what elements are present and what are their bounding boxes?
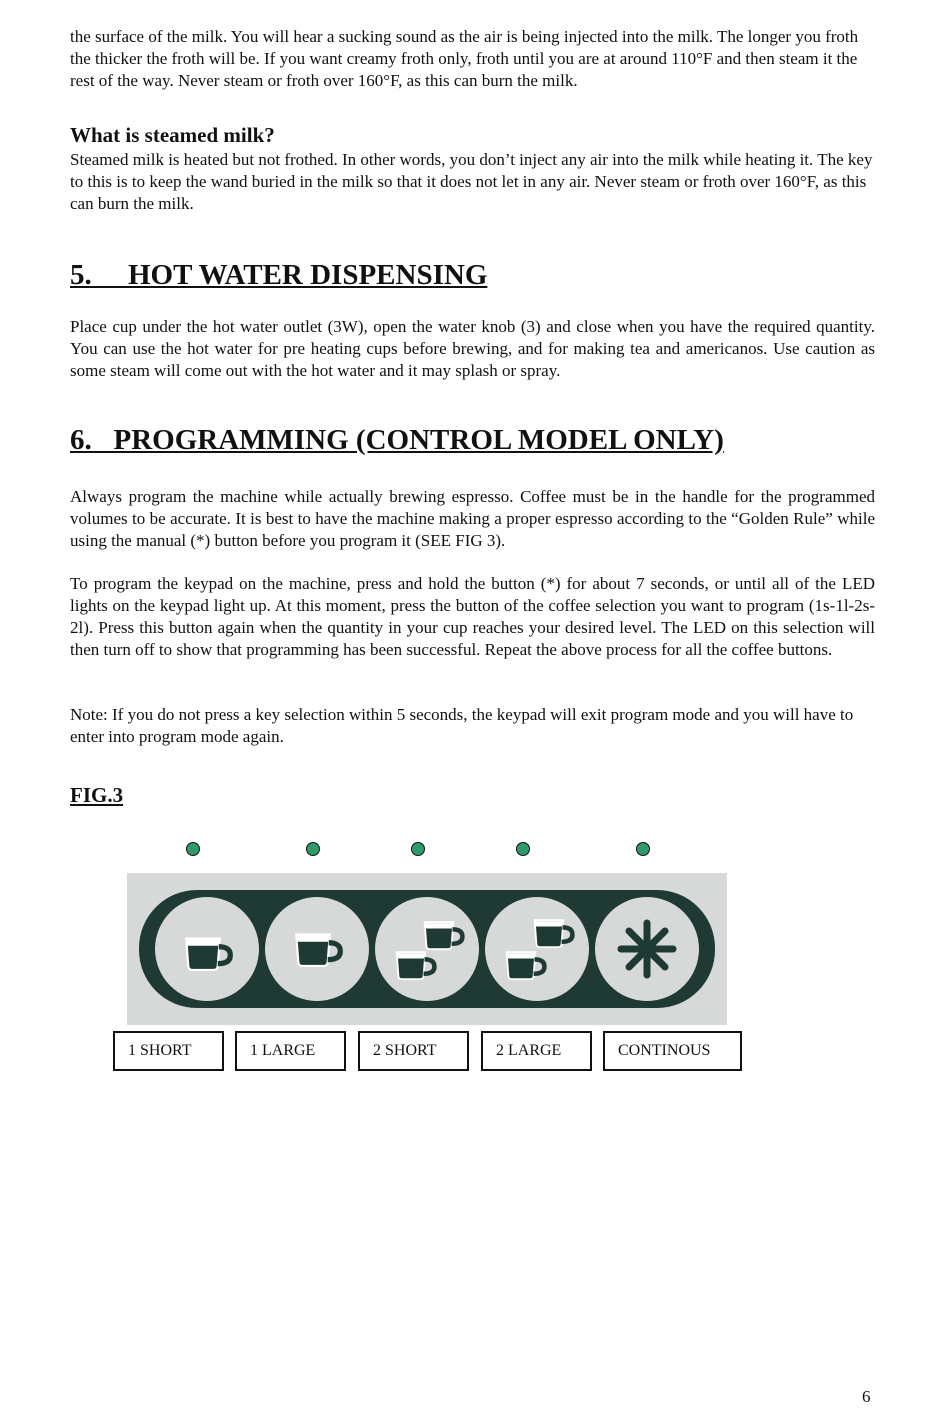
keypad-graphic — [127, 873, 727, 1025]
section-5-heading: 5. HOT WATER DISPENSING — [70, 259, 488, 291]
led-indicator — [636, 842, 650, 856]
figure-label: FIG.3 — [70, 783, 124, 807]
led-indicator — [186, 842, 200, 856]
label-1-short: 1 SHORT — [113, 1031, 224, 1071]
single-large-cup-icon[interactable] — [265, 897, 369, 1001]
steamed-milk-paragraph: Steamed milk is heated but not frothed. In other words, you don’t inject any air into the milk while heating it. The key to this is to keep the wand buried in the milk so that it does not let in any air. Never steam or froth over 160°F, as this can burn the milk. — [70, 150, 873, 213]
section-6-heading: 6. PROGRAMMING (CONTROL MODEL ONLY) — [70, 424, 724, 456]
section-6-paragraph-1: Always program the machine while actually brewing espresso. Coffee must be in the handle for the programmed volumes to be accurate. It is best to have the machine making a proper espresso according to the “Golden Rule” while using the manual (*) button before you program it (SEE FIG 3). — [70, 487, 875, 550]
single-cup-icon[interactable] — [155, 897, 259, 1001]
double-large-cup-icon[interactable] — [485, 897, 589, 1001]
led-indicator — [306, 842, 320, 856]
label-1-large: 1 LARGE — [235, 1031, 346, 1071]
section-5-paragraph: Place cup under the hot water outlet (3W), open the water knob (3) and close when you have the required quantity. You can use the hot water for pre heating cups before brewing, and for making tea and americanos. Use caution as some steam will come out with the hot water and it may splash or spray. — [70, 317, 875, 380]
steamed-milk-heading: What is steamed milk? — [70, 123, 275, 147]
label-continous: CONTINOUS — [603, 1031, 742, 1071]
led-indicator — [411, 842, 425, 856]
keypad-panel — [127, 873, 727, 1025]
led-indicator — [516, 842, 530, 856]
froth-continued-paragraph: the surface of the milk. You will hear a sucking sound as the air is being injected into the milk. The longer you froth the thicker the froth will be. If you want creamy froth only, froth until you are at around 110°F and then steam it the rest of the way. Never steam or froth over 160°F, as this can burn the milk. — [70, 27, 859, 90]
label-2-large: 2 LARGE — [481, 1031, 592, 1071]
page-number: 6 — [862, 1387, 871, 1406]
section-6-paragraph-2: To program the keypad on the machine, press and hold the button (*) for about 7 seconds, or until all of the LED lights on the keypad light up. At this moment, press the button of the coffee selection you want to program (1s-1l-2s-2l). Press this button again when the quantity in your cup reaches your desired level. The LED on this selection will then turn off to show that programming has been successful. Repeat the above process for all the coffee buttons. — [70, 574, 875, 659]
asterisk-icon[interactable] — [595, 897, 699, 1001]
label-2-short: 2 SHORT — [358, 1031, 469, 1071]
section-6-note: Note: If you do not press a key selection within 5 seconds, the keypad will exit program mode and you will have to enter into program mode again. — [70, 705, 854, 746]
double-cup-icon[interactable] — [375, 897, 479, 1001]
